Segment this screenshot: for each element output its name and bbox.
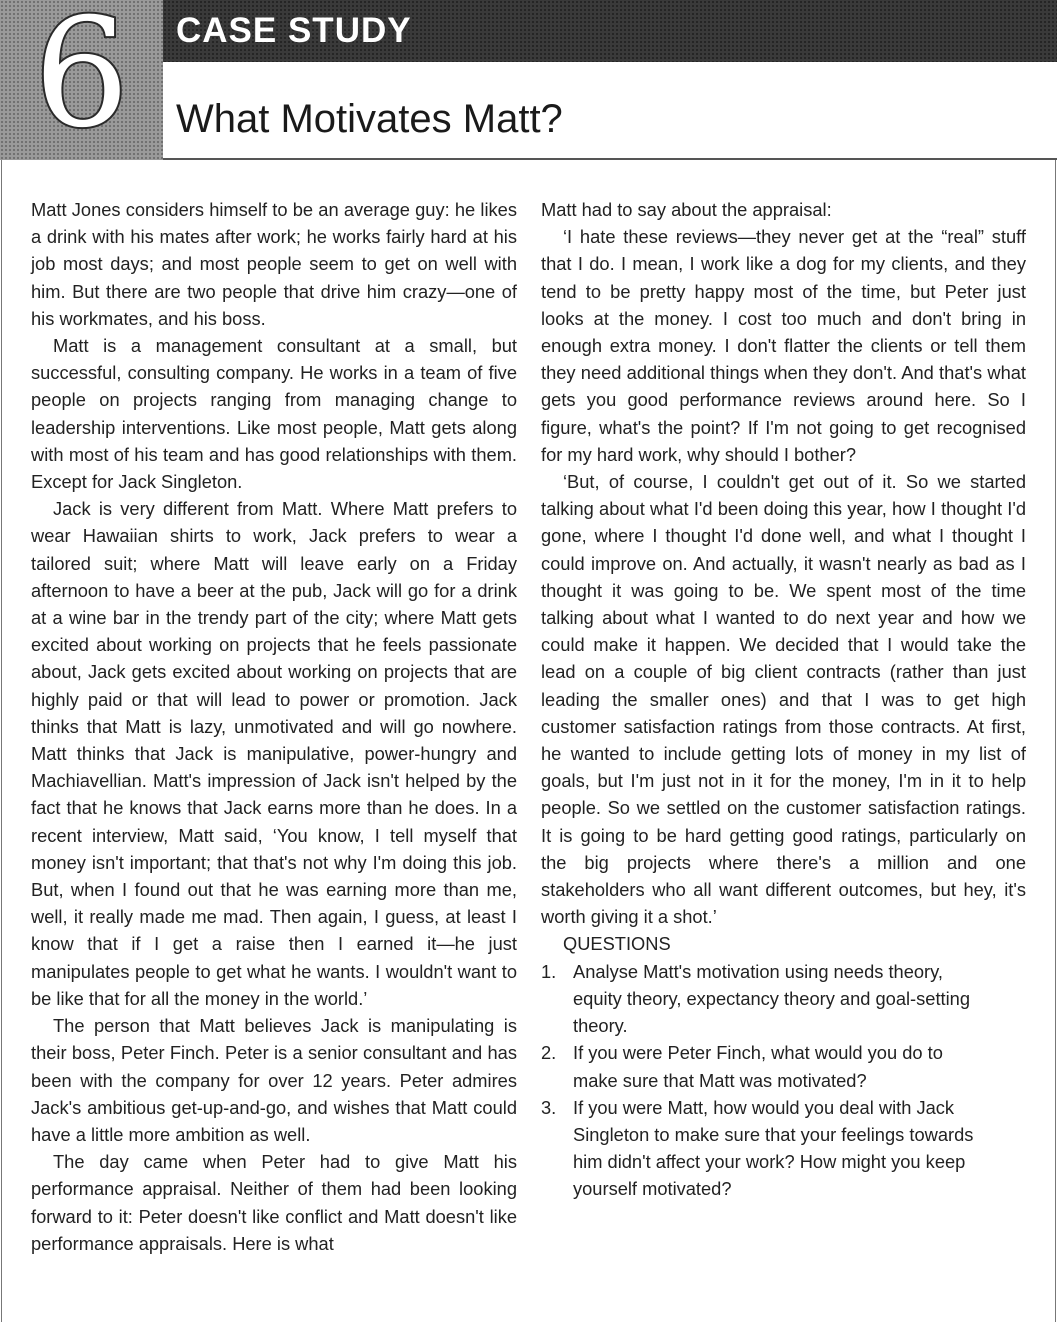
body-paragraph: Matt Jones considers himself to be an average guy: he likes a drink with his mates after work; he works fairly hard at his job most days; and most people seem to get on well with him. But there are two people that drive him crazy—one of his workmates, and his boss. — [31, 199, 517, 329]
question-item — [541, 1094, 1026, 1203]
question-number: 3. — [541, 1096, 557, 1118]
chapter-number: 6 — [33, 0, 130, 160]
case-study-label: CASE STUDY — [176, 11, 412, 50]
case-study-label-bar — [163, 0, 1057, 62]
body-paragraph: ‘But, of course, I couldn't get out of it. So we started talking about what I'd been doing this year, how I thought I'd gone, where I thought I'd done well, and what I thought I could improve on. And actually, it wasn't nearly as bad as I thought it was going to be. We spent most of the time talking about what I wanted to do next year and how we could make it happen. We decided that I would take the lead on a couple of big client contracts (rather than just leading the smaller ones) and that I was to get high customer satisfaction ratings from those contracts. At first, he wanted to include getting lots of money in my list of goals, but I'm just not in it for the money, I'm in it to help people. So we settled on the customer satisfaction ratings. It is going to be hard getting good ratings, particularly on the big projects where there's a million and one stakeholders who all want different outcomes, but hey, it's worth giving it a shot.’ — [541, 471, 1026, 928]
body-paragraph: Jack is very different from Matt. Where Matt prefers to wear Hawaiian shirts to work, Jack prefers to wear a tailored suit; where Matt will leave early on a Friday afternoon to have a beer at the pub, Jack will go for a drink at a wine bar in the trendy part of the city; where Matt gets excited about working on projects that he feels passionate about, Jack gets excited about working on projects that are highly paid or that will lead to power or promotion. Jack thinks that Matt is lazy, unmotivated and will go nowhere. Matt thinks that Jack is manipulative, power-hungry and Machiavellian. Matt's impression of Jack isn't helped by the fact that he knows that Jack earns more than he does. In a recent interview, Matt said, ‘You know, I tell myself that money isn't important; that that's not why I'm doing this job. But, when I found out that he was earning more than me, well, it really made me mad. Then again, I guess, at least I know that if I get a raise then I earned it—he just manipulates people to get what he wants. I wouldn't want to be like that for all the money in the world.’ — [31, 498, 517, 1009]
questions-list — [541, 958, 1026, 1203]
case-study-header — [0, 0, 1057, 160]
question-number: 2. — [541, 1042, 557, 1064]
title-bar — [163, 62, 1057, 160]
question-number: 1. — [541, 960, 557, 982]
question-item — [541, 958, 1026, 1040]
chapter-number-block — [0, 0, 163, 160]
body-paragraph: Matt is a management consultant at a small, but successful, consulting company. He works in a team of five people on projects ranging from managing change to leadership interventions. Like most people, Matt gets along with most of his team and has good relationships with them. Except for Jack Singleton. — [31, 335, 517, 493]
page-title: What Motivates Matt? — [176, 97, 563, 141]
frame-left-rule — [1, 160, 2, 1322]
left-column — [31, 196, 517, 1257]
question-text: If you were Peter Finch, what would you do to make sure that Matt was motivated? — [573, 1042, 943, 1091]
body-paragraph: The day came when Peter had to give Matt his performance appraisal. Neither of them had been looking forward to it: Peter doesn't like conflict and Matt doesn't like performance appraisals. Here is what — [31, 1151, 517, 1254]
question-item — [541, 1039, 1026, 1093]
body-paragraph: The person that Matt believes Jack is manipulating is their boss, Peter Finch. Peter is a senior consultant and has been with the company for over 12 years. Peter admires Jack's ambitious get-up-and-go, and wishes that Matt could have a little more ambition as well. — [31, 1015, 517, 1145]
body-paragraph: ‘I hate these reviews—they never get at the “real” stuff that I do. I mean, I work like a dog for my clients, and they tend to be pretty happy most of the time, but Peter just looks at the money. I cost too much and don't bring in enough extra money. I don't flatter the clients or tell them they need additional things when they don't. And that's what gets you good performance reviews around here. So I figure, what's the point? If I'm not going to get recognised for my hard work, why should I bother? — [541, 226, 1026, 465]
question-text: Analyse Matt's motivation using needs theory, equity theory, expectancy theory and goal-setting theory. — [573, 960, 971, 1037]
body-paragraph-continuation: Matt had to say about the appraisal: — [541, 199, 832, 220]
frame-right-rule — [1055, 160, 1056, 1322]
question-text: If you were Matt, how would you deal with Jack Singleton to make sure that your feelings towards him didn't affect your work? How might you keep yourself motivated? — [573, 1096, 974, 1200]
questions-heading: QUESTIONS — [563, 933, 671, 955]
right-column — [541, 196, 1026, 1203]
